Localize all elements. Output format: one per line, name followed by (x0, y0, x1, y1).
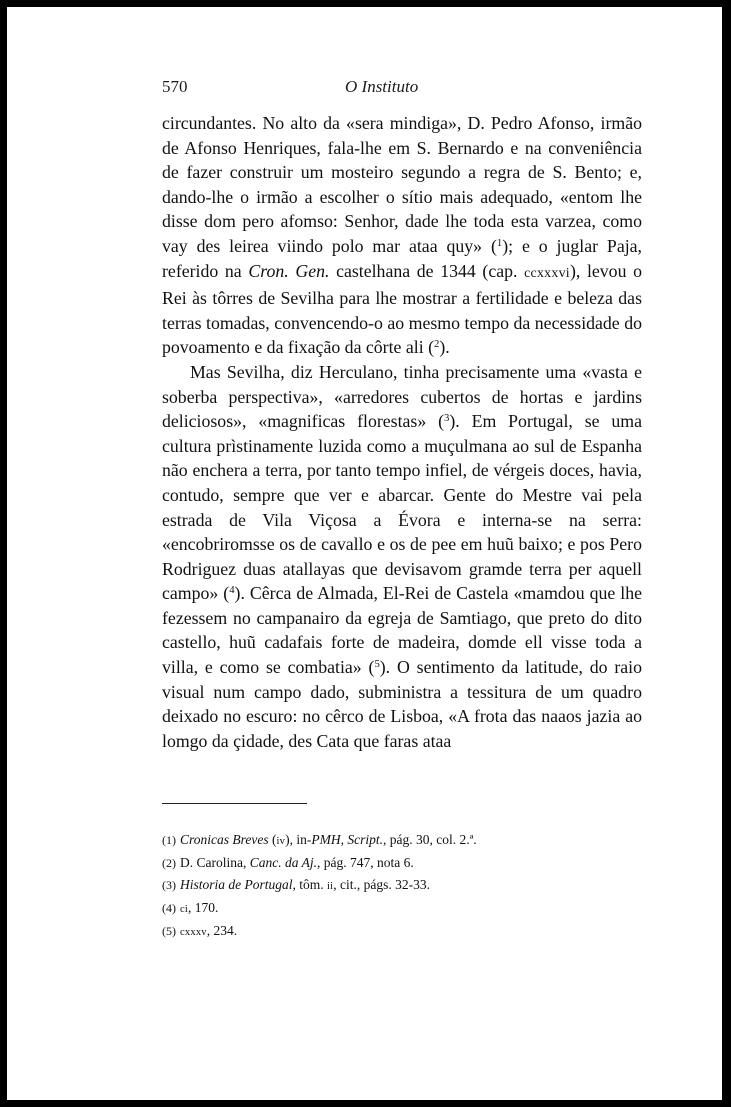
footnote-ref-3: 3 (444, 412, 450, 425)
paragraph-2: Mas Sevilha, diz Herculano, tinha precisamente uma «vasta e soberba perspectiva», «arredores cubertos de hortas e jardins deliciosos», «magnificas florestas» ($^3$). Em Portugal, se uma cultura prìstinamente luzida como a muçulmana ao sul de Espanha não enchera a terra, por tanto tempo infiel, de vérgeis doces, havia, contudo, sempre que ver e abarcar. Gente do Mestre vai pela estrada de Vila Viçosa a Évora e interna-se na serra: «encobriromsse os de cavallo e os de pee em huũ baixo; e pos Pero Rodriguez duas atallayas que devisavom gramde terra per aquell campo» ($^4$). Cêrca de Almada, El-Rei de Castela «mamdou que lhe fezessem no campanairo da egreja de Samtiago, que preto do dito castello, huũ cadafais forte de madeira, domde ell visse toda a villa, e como se combatia» ($^5$). O sentimento da latitude, do raio visual num campo dado, subministra a tessitura de um quadro deixado no escuro: no cêrco de Lisboa, «A frota das naaos jazia ao lomgo da çidade, des Cata que faras ataa (162, 361, 643, 751)
footnote-ref-2: 2 (434, 338, 440, 351)
paragraph-1: circundantes. No alto da «sera mindiga», D. Pedro Afonso, irmão de Afonso Henriques, fala-lhe em S. Bernardo e na conveniência de fazer construir um mosteiro segundo a regra de S. Bento; e, dando-lhe o irmão a escolher o sítio mais adequado, «entom lhe disse dom pero afomso: Senhor, dade lhe toda esta varzea, como vay des leirea viindo polo mar ataa quy» ($^1$); e o juglar Paja, referido na Cron. Gen. castelhana de 1344 (cap. ccxxxvi), levou o Rei às tôrres de Sevilha para lhe mostrar a fertilidade e beleza das terras tomadas, convencendo-o ao mesmo tempo da necessidade do povoamento e da fixação da côrte ali ($^2$). (162, 113, 642, 358)
footnote-ref-1: 1 (496, 237, 503, 250)
footnote-1: (1) Cronicas Breves (iv), in-PMH, Script., pág. 30, col. 2.ª. (162, 832, 477, 847)
book-page (7, 7, 722, 1100)
footnote-4: (4) ci, 170. (162, 900, 219, 915)
footnote-5: (5) cxxxv, 234. (162, 923, 238, 938)
footnote-divider (162, 803, 307, 804)
footnotes (162, 829, 642, 943)
page-number: 570 (162, 77, 188, 96)
footnote-2: (2) D. Carolina, Canc. da Aj., pág. 747, nota 6. (162, 855, 414, 870)
footnote-3: (3) Historia de Portugal, tôm. ii, cit., págs. 32-33. (162, 877, 431, 892)
running-header (162, 77, 642, 101)
footnote-ref-4: 4 (229, 584, 235, 597)
main-text (162, 111, 642, 753)
footnote-ref-5: 5 (374, 658, 380, 671)
running-title: O Instituto (345, 77, 419, 96)
